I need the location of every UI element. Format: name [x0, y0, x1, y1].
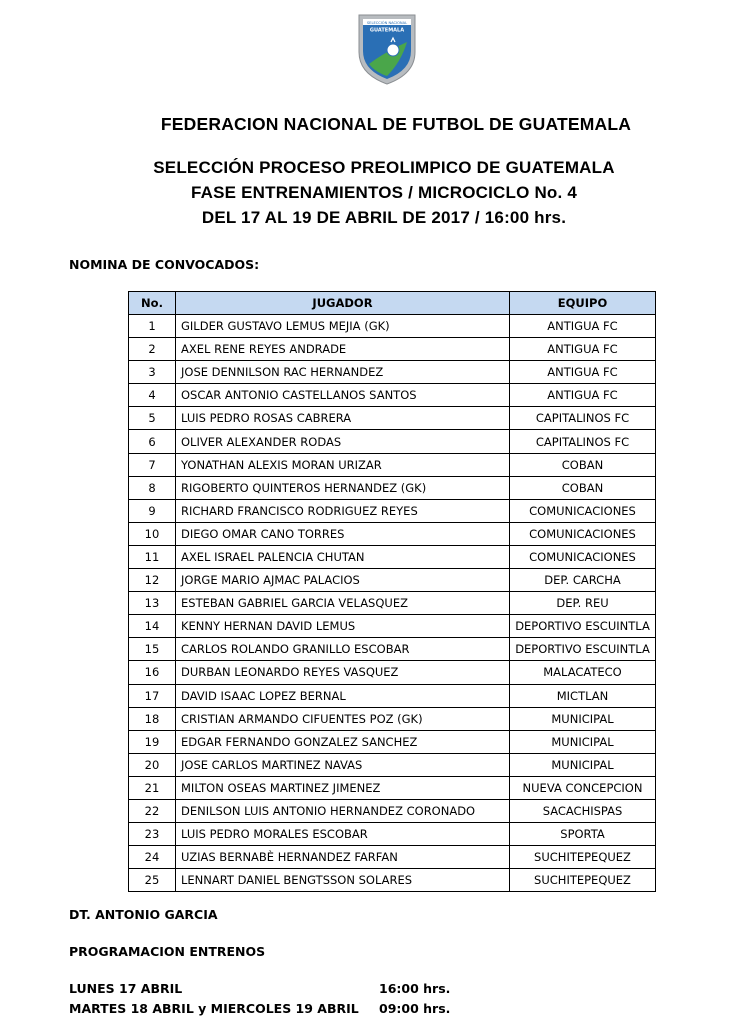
cell-no: 1	[129, 315, 176, 338]
coach-label: DT. ANTONIO GARCIA	[69, 907, 218, 922]
cell-player: UZIAS BERNABÈ HERNANDEZ FARFAN	[176, 846, 510, 869]
cell-team: MALACATECO	[510, 661, 656, 684]
schedule-time: 09:00 hrs.	[379, 1001, 451, 1016]
cell-player: DENILSON LUIS ANTONIO HERNANDEZ CORONADO	[176, 799, 510, 822]
header-team: EQUIPO	[510, 292, 656, 315]
roster-body	[129, 315, 656, 892]
cell-player: KENNY HERNAN DAVID LEMUS	[176, 615, 510, 638]
table-row	[129, 638, 656, 661]
cell-no: 7	[129, 453, 176, 476]
cell-no: 24	[129, 846, 176, 869]
cell-player: JORGE MARIO AJMAC PALACIOS	[176, 569, 510, 592]
table-row	[129, 846, 656, 869]
schedule-row	[69, 981, 451, 996]
cell-player: GILDER GUSTAVO LEMUS MEJIA (GK)	[176, 315, 510, 338]
table-row	[129, 707, 656, 730]
cell-no: 23	[129, 823, 176, 846]
cell-team: CAPITALINOS FC	[510, 430, 656, 453]
table-row	[129, 823, 656, 846]
schedule-day: MARTES 18 ABRIL y MIERCOLES 19 ABRIL	[69, 1001, 359, 1016]
cell-no: 3	[129, 361, 176, 384]
cell-player: OSCAR ANTONIO CASTELLANOS SANTOS	[176, 384, 510, 407]
table-row	[129, 545, 656, 568]
cell-team: MUNICIPAL	[510, 730, 656, 753]
cell-no: 19	[129, 730, 176, 753]
cell-no: 13	[129, 592, 176, 615]
cell-team: MUNICIPAL	[510, 707, 656, 730]
schedule-time: 16:00 hrs.	[379, 981, 451, 996]
cell-player: AXEL RENE REYES ANDRADE	[176, 338, 510, 361]
table-row	[129, 522, 656, 545]
table-row	[129, 407, 656, 430]
cell-team: SACACHISPAS	[510, 799, 656, 822]
table-row	[129, 499, 656, 522]
dates-title: DEL 17 AL 19 DE ABRIL DE 2017 / 16:00 hrs.	[201, 208, 567, 227]
cell-player: MILTON OSEAS MARTINEZ JIMENEZ	[176, 776, 510, 799]
cell-no: 10	[129, 522, 176, 545]
cell-team: COMUNICACIONES	[510, 522, 656, 545]
header-player: JUGADOR	[176, 292, 510, 315]
logo-top-text: SELECCIÓN NACIONAL	[366, 20, 408, 25]
table-row	[129, 384, 656, 407]
cell-team: DEPORTIVO ESCUINTLA	[510, 638, 656, 661]
cell-team: CAPITALINOS FC	[510, 407, 656, 430]
federation-title: FEDERACION NACIONAL DE FUTBOL DE GUATEMALA	[160, 114, 632, 134]
cell-player: CARLOS ROLANDO GRANILLO ESCOBAR	[176, 638, 510, 661]
cell-no: 11	[129, 545, 176, 568]
cell-no: 20	[129, 753, 176, 776]
cell-player: JOSE CARLOS MARTINEZ NAVAS	[176, 753, 510, 776]
cell-player: JOSE DENNILSON RAC HERNANDEZ	[176, 361, 510, 384]
cell-player: LUIS PEDRO MORALES ESCOBAR	[176, 823, 510, 846]
cell-no: 6	[129, 430, 176, 453]
table-row	[129, 569, 656, 592]
cell-team: COMUNICACIONES	[510, 545, 656, 568]
cell-no: 16	[129, 661, 176, 684]
cell-player: AXEL ISRAEL PALENCIA CHUTAN	[176, 545, 510, 568]
table-row	[129, 661, 656, 684]
cell-team: ANTIGUA FC	[510, 361, 656, 384]
table-row	[129, 315, 656, 338]
schedule-day: LUNES 17 ABRIL	[69, 981, 183, 996]
table-row	[129, 361, 656, 384]
table-header-row	[129, 292, 656, 315]
cell-team: DEP. CARCHA	[510, 569, 656, 592]
table-row	[129, 776, 656, 799]
cell-team: DEPORTIVO ESCUINTLA	[510, 615, 656, 638]
cell-team: DEP. REU	[510, 592, 656, 615]
roster-table	[128, 291, 656, 892]
table-row	[129, 476, 656, 499]
table-row	[129, 684, 656, 707]
cell-no: 5	[129, 407, 176, 430]
table-row	[129, 430, 656, 453]
cell-no: 21	[129, 776, 176, 799]
cell-player: DAVID ISAAC LOPEZ BERNAL	[176, 684, 510, 707]
cell-player: ESTEBAN GABRIEL GARCIA VELASQUEZ	[176, 592, 510, 615]
table-row	[129, 799, 656, 822]
phase-title: FASE ENTRENAMIENTOS / MICROCICLO No. 4	[190, 183, 578, 202]
cell-team: COBAN	[510, 476, 656, 499]
cell-no: 22	[129, 799, 176, 822]
cell-player: EDGAR FERNANDO GONZALEZ SANCHEZ	[176, 730, 510, 753]
table-row	[129, 453, 656, 476]
cell-team: SUCHITEPEQUEZ	[510, 869, 656, 892]
cell-no: 25	[129, 869, 176, 892]
header-no: No.	[129, 292, 176, 315]
cell-player: LUIS PEDRO ROSAS CABRERA	[176, 407, 510, 430]
cell-player: LENNART DANIEL BENGTSSON SOLARES	[176, 869, 510, 892]
cell-player: YONATHAN ALEXIS MORAN URIZAR	[176, 453, 510, 476]
table-row	[129, 753, 656, 776]
cell-team: NUEVA CONCEPCION	[510, 776, 656, 799]
cell-team: SPORTA	[510, 823, 656, 846]
cell-player: DIEGO OMAR CANO TORRES	[176, 522, 510, 545]
cell-team: SUCHITEPEQUEZ	[510, 846, 656, 869]
cell-no: 18	[129, 707, 176, 730]
cell-team: ANTIGUA FC	[510, 315, 656, 338]
programacion-label: PROGRAMACION ENTRENOS	[69, 944, 266, 959]
cell-team: ANTIGUA FC	[510, 338, 656, 361]
table-row	[129, 615, 656, 638]
cell-player: OLIVER ALEXANDER RODAS	[176, 430, 510, 453]
cell-player: RIGOBERTO QUINTEROS HERNANDEZ (GK)	[176, 476, 510, 499]
table-row	[129, 730, 656, 753]
schedule-row	[69, 1001, 451, 1016]
cell-player: CRISTIAN ARMANDO CIFUENTES POZ (GK)	[176, 707, 510, 730]
cell-no: 15	[129, 638, 176, 661]
table-row	[129, 592, 656, 615]
cell-team: ANTIGUA FC	[510, 384, 656, 407]
cell-team: COBAN	[510, 453, 656, 476]
table-row	[129, 338, 656, 361]
nomina-label: NOMINA DE CONVOCADOS:	[69, 257, 260, 272]
cell-no: 2	[129, 338, 176, 361]
cell-no: 8	[129, 476, 176, 499]
cell-no: 9	[129, 499, 176, 522]
guatemala-federation-logo	[355, 12, 419, 86]
cell-team: COMUNICACIONES	[510, 499, 656, 522]
cell-no: 12	[129, 569, 176, 592]
cell-team: MICTLAN	[510, 684, 656, 707]
cell-no: 17	[129, 684, 176, 707]
cell-team: MUNICIPAL	[510, 753, 656, 776]
cell-player: RICHARD FRANCISCO RODRIGUEZ REYES	[176, 499, 510, 522]
logo-main-text: GUATEMALA	[369, 27, 405, 34]
table-row	[129, 869, 656, 892]
cell-no: 4	[129, 384, 176, 407]
selection-title: SELECCIÓN PROCESO PREOLIMPICO DE GUATEMALA	[153, 158, 615, 177]
cell-player: DURBAN LEONARDO REYES VASQUEZ	[176, 661, 510, 684]
cell-no: 14	[129, 615, 176, 638]
